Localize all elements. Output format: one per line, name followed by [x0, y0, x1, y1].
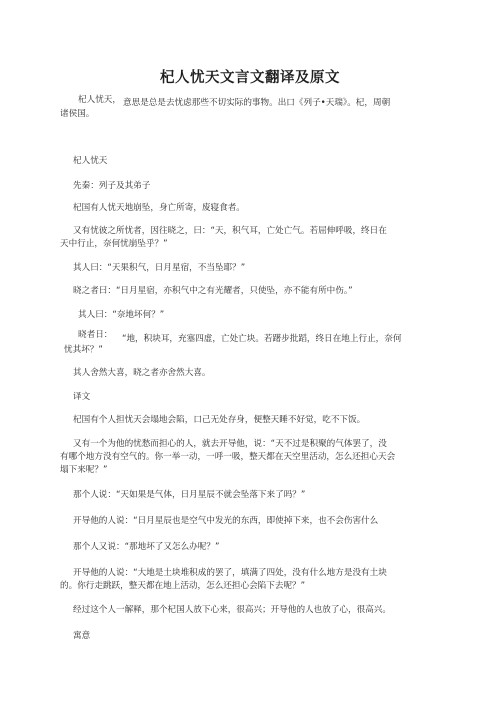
translation-paragraph-7: 经过这个人一解释，那个杞国人放下心来，很高兴；开导他的人也放了心，很高兴。 — [73, 605, 391, 615]
translation-paragraph-2-line-3: 塌下来呢？” — [60, 465, 108, 475]
translation-paragraph-1: 杞国有个人担忧天会塌地会陷，口己无处存身，便整天睡不好觉，吃不下饭。 — [73, 415, 366, 425]
translation-paragraph-2-line-2: 有哪个地方没有空气的。你一举一动，一呼一吸，整天都在天空里活动，怎么还担心天会 — [60, 452, 396, 462]
document-title: 杞人忧天文言文翻译及原文 — [160, 70, 340, 86]
original-title: 杞人忧天 — [73, 156, 108, 166]
translation-paragraph-5: 那个人又说：“那地坏了又怎么办呢？” — [73, 542, 220, 552]
original-paragraph-7: 其人舍然大喜，晓之者亦舍然大喜。 — [73, 368, 211, 378]
original-paragraph-3: 其人曰：“天果积气，日月星宿，不当坠耶？” — [73, 263, 246, 273]
translation-paragraph-4: 开导他的人说：“日月星辰也是空气中发光的东西，即使掉下来，也不会伤害什么 — [73, 516, 379, 526]
original-paragraph-6-speaker: 晓者日： — [78, 330, 113, 340]
translation-paragraph-6-line-1: 开导他的人说：“大地是土块堆积成的罢了，填满了四处，没有什么地方是没有土块 — [73, 568, 387, 578]
translation-paragraph-6-line-2: 的。你行走跳跃，整天都在地上活动，怎么还担心会陷下去呢？” — [60, 581, 306, 591]
translation-paragraph-2-line-1: 又有一个为他的忧愁而担心的人，就去开导他，说：“天不过是积聚的气体罢了，没 — [73, 439, 387, 449]
original-paragraph-5: 其人曰：“奈地坏何？” — [78, 310, 165, 320]
original-paragraph-4: 晓之者曰：“日月星宿，亦积气中之有光耀者，只使坠，亦不能有所中伤。” — [73, 286, 353, 296]
moral-title: 寓意 — [73, 631, 91, 641]
intro-line-2: 诸侯国。 — [60, 109, 95, 119]
translation-paragraph-3: 那个人说：“天如果是气体，日月星辰不就会坠落下来了吗？” — [73, 490, 306, 500]
translation-title: 译文 — [73, 392, 91, 402]
original-paragraph-2-line-2: 天中行止，奈何忧崩坠乎？” — [60, 239, 168, 249]
original-paragraph-2-line-1: 又有忧彼之所忧者，因往晓之，曰：“天，积气耳，亡处亡气。若屈伸呼吸，终日在 — [73, 226, 387, 236]
intro-line-1: 意思是总是去忧虑那些不切实际的事物。出口《列子•天瑞》。杞，周朝 — [123, 98, 391, 108]
original-source: 先秦：列子及其弟子 — [73, 181, 151, 191]
original-paragraph-1: 杞国有人忧天地崩坠，身亡所寄，废寝食者。 — [73, 203, 245, 213]
original-paragraph-6-line-1: “地，积块耳，充塞四虚，亡处亡块。若躇步批蹈，终日在地上行止，奈何 — [122, 334, 402, 344]
intro-head: 杞人忧天， — [78, 95, 121, 105]
original-paragraph-6-line-2: 忧其坏？” — [64, 345, 103, 355]
